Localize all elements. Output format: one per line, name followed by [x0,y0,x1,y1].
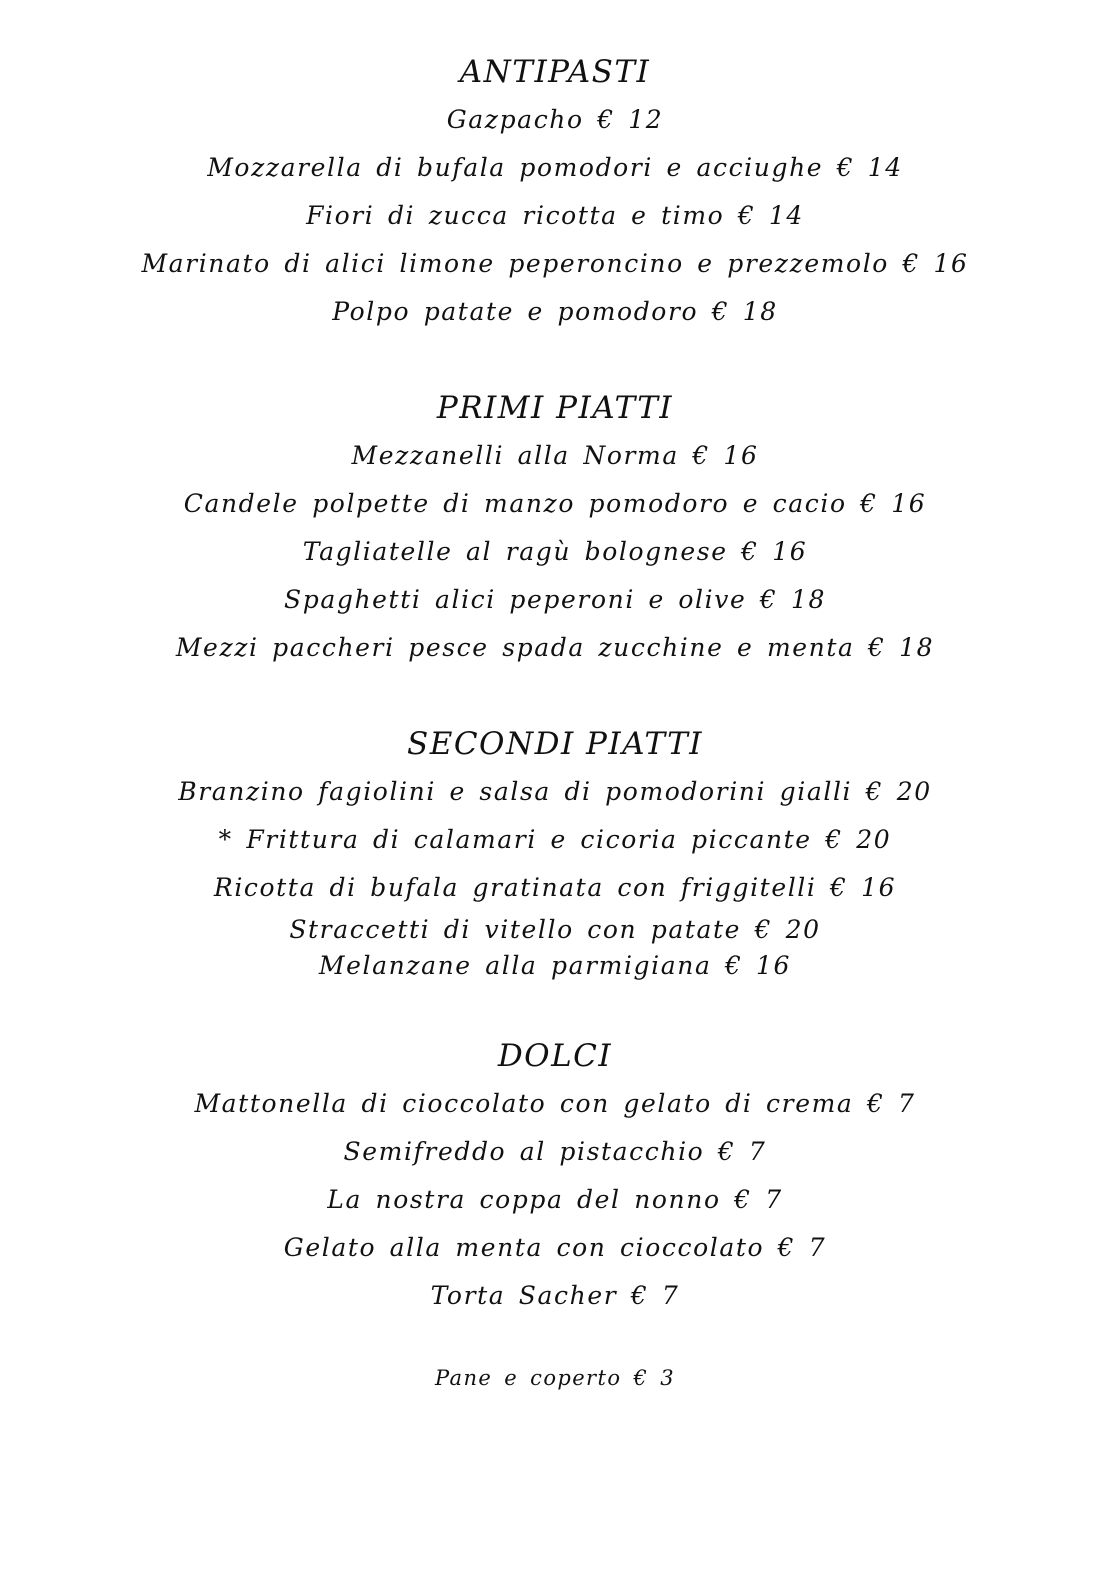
section-title-primi-piatti: PRIMI PIATTI [436,390,674,426]
menu-item: Mattonella di cioccolato con gelato di crema € 7 [194,1089,916,1118]
menu-item: Tagliatelle al ragù bolognese € 16 [302,537,808,566]
section-antipasti [0,48,1110,336]
menu-item: Mozzarella di bufala pomodori e acciughe € 14 [207,153,903,182]
menu-item: Candele polpette di manzo pomodoro e cacio € 16 [183,489,927,518]
menu-item: Mezzi paccheri pesce spada zucchine e menta € 18 [175,633,935,662]
menu-item: Marinato di alici limone peperoncino e prezzemolo € 16 [141,249,969,278]
menu-item: Spaghetti alici peperoni e olive € 18 [284,585,826,614]
menu-item: * Frittura di calamari e cicoria piccante € 20 [218,825,892,854]
cover-charge-note: Pane e coperto € 3 [434,1366,676,1390]
section-dolci [0,1032,1110,1320]
section-title-secondi-piatti: SECONDI PIATTI [406,726,704,762]
menu-item: La nostra coppa del nonno € 7 [327,1185,783,1214]
menu-item: Gelato alla menta con cioccolato € 7 [283,1233,827,1262]
section-title-antipasti: ANTIPASTI [459,54,651,90]
section-primi-piatti [0,384,1110,672]
menu-item: Torta Sacher € 7 [430,1281,680,1310]
menu-item: Ricotta di bufala gratinata con friggitelli € 16 [213,873,897,902]
section-secondi-piatti [0,720,1110,984]
menu-item: Polpo patate e pomodoro € 18 [332,297,778,326]
menu-item: Melanzane alla parmigiana € 16 [318,951,792,980]
menu-item: Branzino fagiolini e salsa di pomodorini gialli € 20 [178,777,932,806]
menu-item: Gazpacho € 12 [446,105,664,134]
menu-item: Mezzanelli alla Norma € 16 [351,441,759,470]
menu-item: Fiori di zucca ricotta e timo € 14 [306,201,804,230]
section-title-dolci: DOLCI [497,1038,613,1074]
menu-item: Semifreddo al pistacchio € 7 [343,1137,767,1166]
menu-item: Straccetti di vitello con patate € 20 [289,915,821,944]
